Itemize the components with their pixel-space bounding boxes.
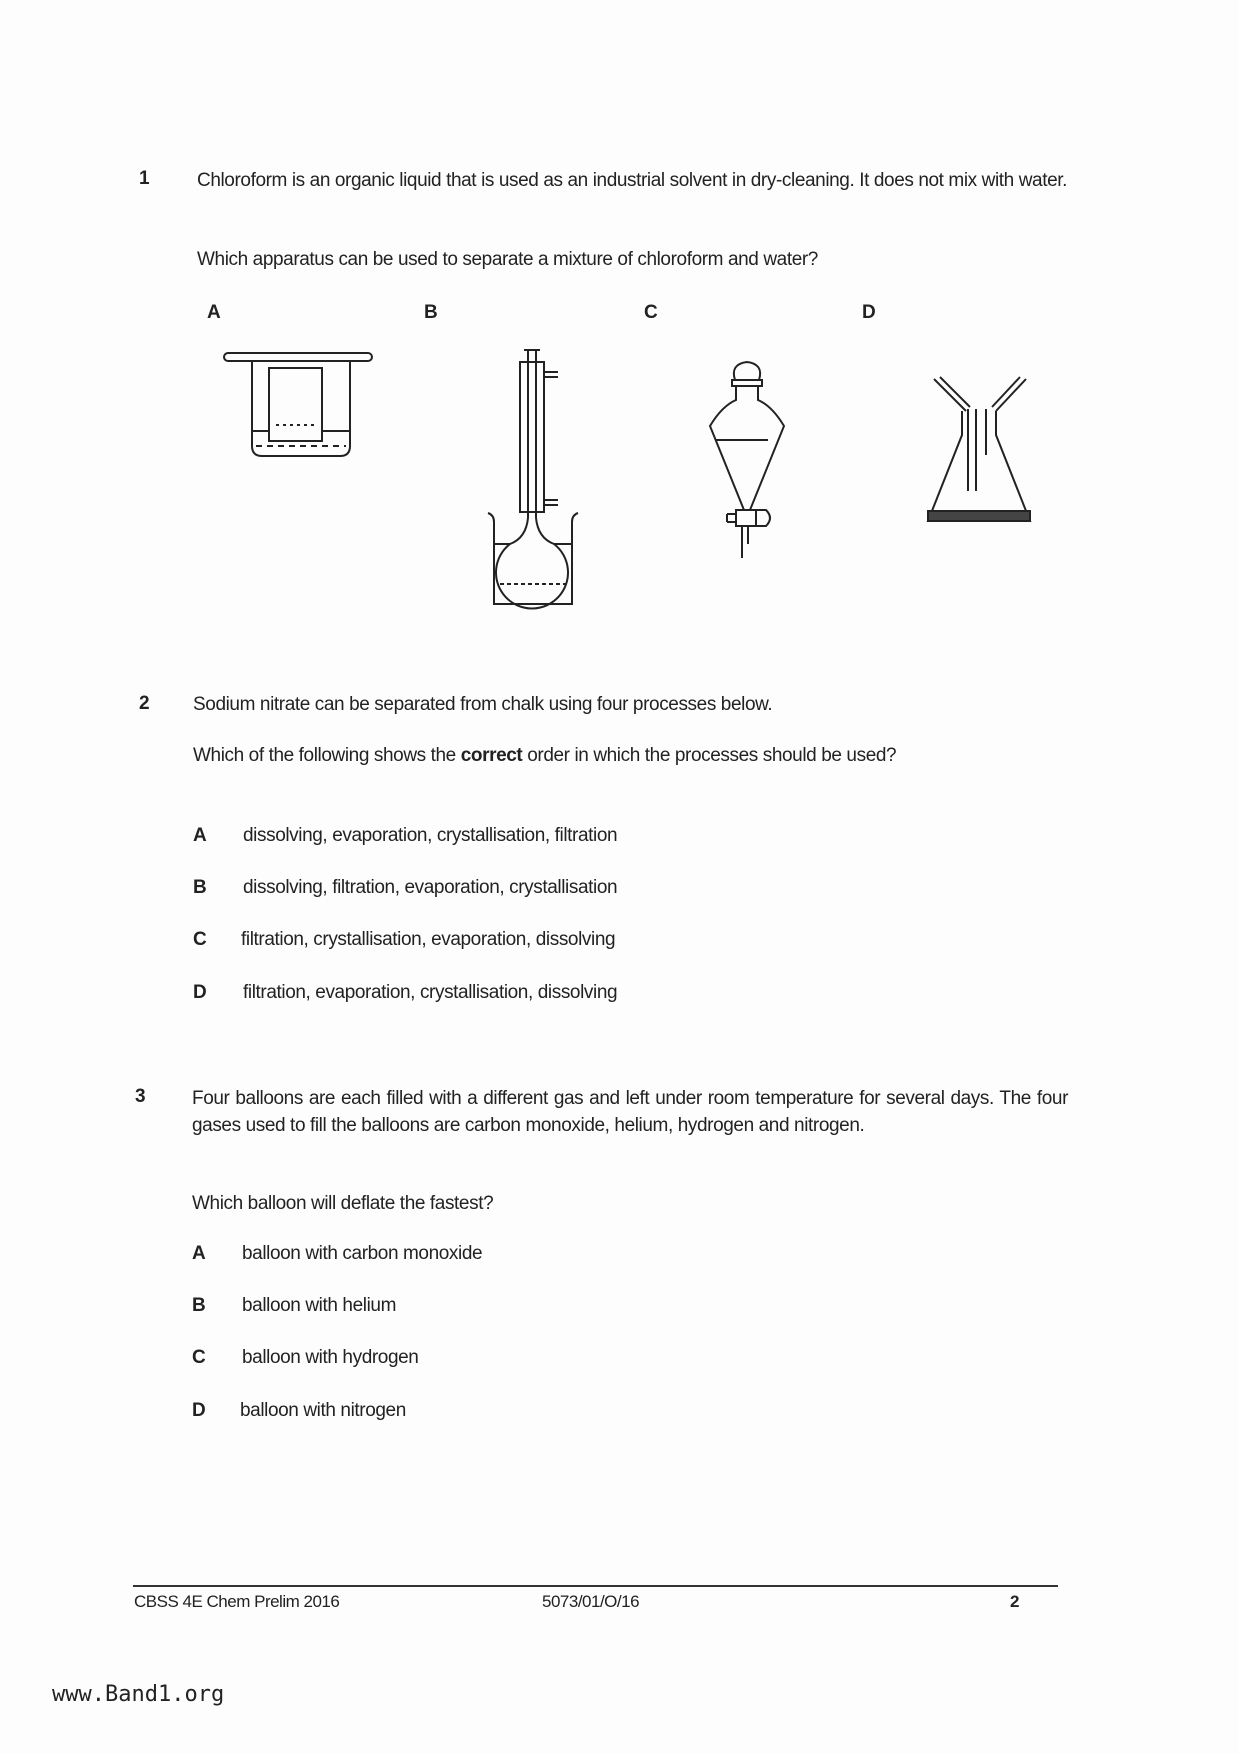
question-1-number: 1 [139, 168, 150, 189]
figure-label-d: D [862, 302, 876, 323]
question-2-prompt [193, 742, 1070, 769]
footer-page-number: 2 [1010, 1592, 1019, 1611]
q2-option-b-text: dissolving, filtration, evaporation, crystallisation [243, 877, 618, 898]
q3-option-a-letter: A [192, 1243, 206, 1264]
q2-option-b-letter: B [193, 877, 207, 898]
reflux-condenser-flask-icon [482, 348, 592, 610]
separating-funnel-icon [702, 358, 792, 563]
q2-option-d-letter: D [193, 982, 207, 1003]
footer-paper-code: 5073/01/O/16 [542, 1592, 640, 1611]
q3-option-b-text: balloon with helium [242, 1295, 396, 1316]
footer-divider [133, 1585, 1058, 1587]
question-2-number: 2 [139, 693, 150, 714]
footer-exam-title: CBSS 4E Chem Prelim 2016 [134, 1592, 340, 1611]
figure-label-b: B [424, 302, 438, 323]
q2-option-a-letter: A [193, 825, 207, 846]
question-1-stem: Chloroform is an organic liquid that is used as an industrial solvent in dry-cleaning. It does not mix with water. [197, 170, 1068, 191]
q2-option-d-text: filtration, evaporation, crystallisation, dissolving [243, 982, 618, 1003]
conical-flask-delivery-tubes-icon [926, 375, 1036, 535]
q3-option-d-text: balloon with nitrogen [240, 1400, 406, 1421]
figure-label-a: A [207, 302, 221, 323]
question-1-prompt: Which apparatus can be used to separate a mixture of chloroform and water? [197, 249, 818, 270]
chromatography-tank-icon [224, 350, 374, 460]
q3-option-d-letter: D [192, 1400, 206, 1421]
watermark-url: www.Band1.org [52, 1682, 225, 1707]
question-2-prompt-after: order in which the processes should be used? [522, 745, 897, 766]
question-3-prompt: Which balloon will deflate the fastest? [192, 1193, 494, 1214]
question-2-prompt-before: Which of the following shows the [193, 745, 461, 766]
figure-label-c: C [644, 302, 658, 323]
question-3-stem: Four balloons are each filled with a different gas and left under room temperature for several days. The four gases used to fill the balloons are carbon monoxide, helium, hydrogen and nitrogen. [192, 1088, 1068, 1136]
question-2-stem: Sodium nitrate can be separated from chalk using four processes below. [193, 694, 773, 715]
q2-option-a-text: dissolving, evaporation, crystallisation, filtration [243, 825, 618, 846]
q3-option-a-text: balloon with carbon monoxide [242, 1243, 483, 1264]
q2-option-c-letter: C [193, 929, 207, 950]
q3-option-b-letter: B [192, 1295, 206, 1316]
question-2-prompt-emphasis: correct [460, 745, 523, 766]
q3-option-c-letter: C [192, 1347, 206, 1368]
q3-option-c-text: balloon with hydrogen [242, 1347, 419, 1368]
q2-option-c-text: filtration, crystallisation, evaporation, dissolving [241, 929, 616, 950]
question-3-number: 3 [135, 1086, 146, 1107]
